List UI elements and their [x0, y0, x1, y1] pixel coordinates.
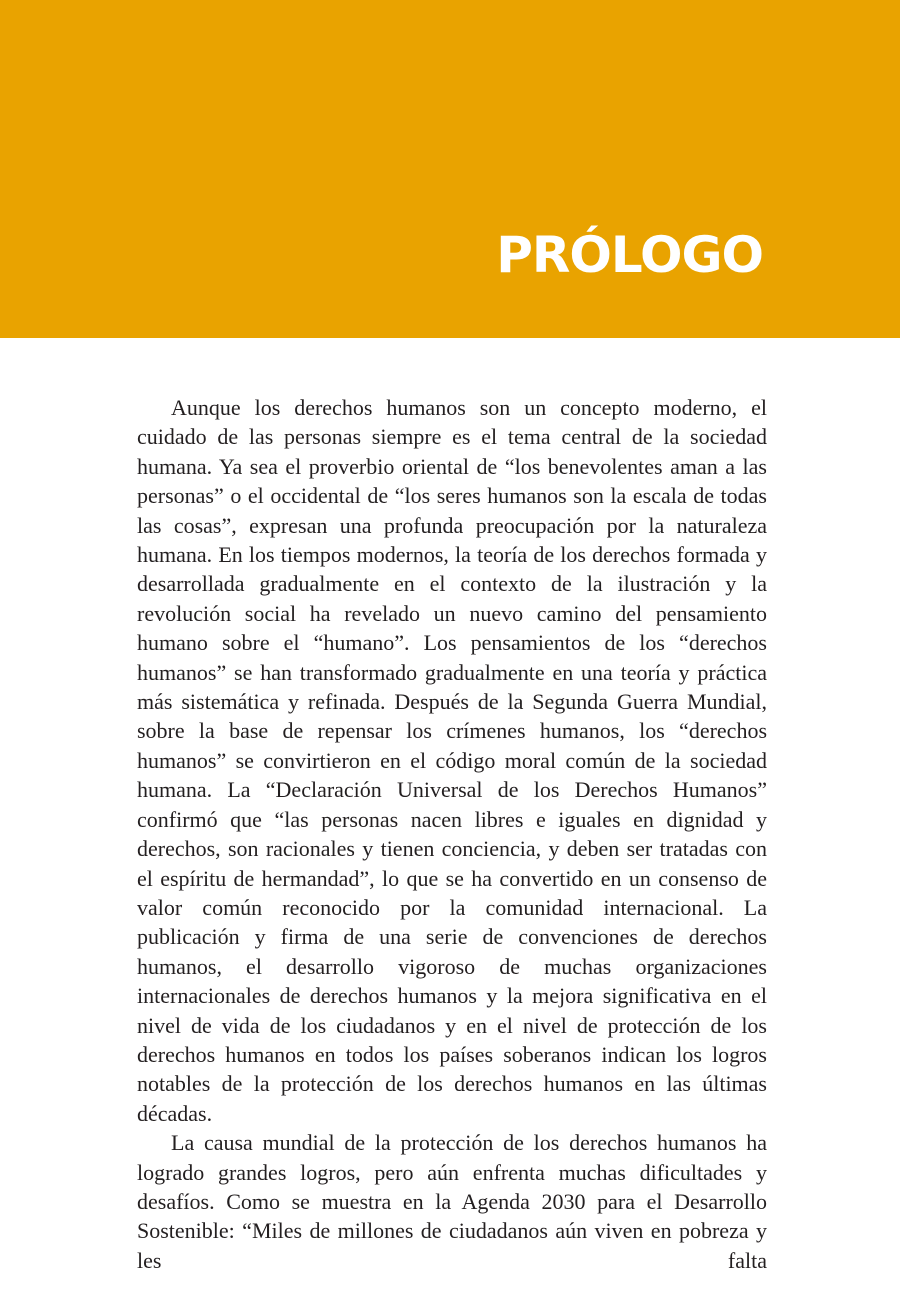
body-text: [137, 393, 767, 1275]
page-title: PRÓLOGO: [496, 226, 763, 284]
header-banner: [0, 0, 900, 338]
paragraph-1: Aunque los derechos humanos son un concepto moderno, el cuidado de las personas siempre es el tema central de la sociedad humana. Ya sea el proverbio oriental de “los benevolentes aman a las personas” o el occidental de “los seres humanos son la escala de todas las cosas”, expresan una profunda preocupación por la naturaleza humana. En los tiempos modernos, la teoría de los derechos formada y desarrollada gradualmente en el contexto de la ilustración y la revolución social ha revelado un nuevo camino del pensamiento humano sobre el “humano”. Los pensamientos de los “derechos humanos” se han transformado gradualmente en una teoría y práctica más sistemática y refinada. Después de la Segunda Guerra Mundial, sobre la base de repensar los crímenes humanos, los “derechos humanos” se convirtieron en el código moral común de la sociedad humana. La “Declaración Universal de los Derechos Humanos” confirmó que “las personas nacen libres e iguales en dignidad y derechos, son racionales y tienen conciencia, y deben ser tratadas con el espíritu de hermandad”, lo que se ha convertido en un consenso de valor común reconocido por la comunidad internacional. La publicación y firma de una serie de convenciones de derechos humanos, el desarrollo vigoroso de muchas organizaciones internacionales de derechos humanos y la mejora significativa en el nivel de vida de los ciudadanos y en el nivel de protección de los derechos humanos en todos los países soberanos indican los logros notables de la protección de los derechos humanos en las últimas décadas.: [137, 395, 767, 1126]
paragraph-2: La causa mundial de la protección de los derechos humanos ha logrado grandes logros, pero aún enfrenta muchas dificultades y desafíos. Como se muestra en la Agenda 2030 para el Desarrollo Sostenible: “Miles de millones de ciudadanos aún viven en pobreza y les falta: [137, 1130, 767, 1273]
